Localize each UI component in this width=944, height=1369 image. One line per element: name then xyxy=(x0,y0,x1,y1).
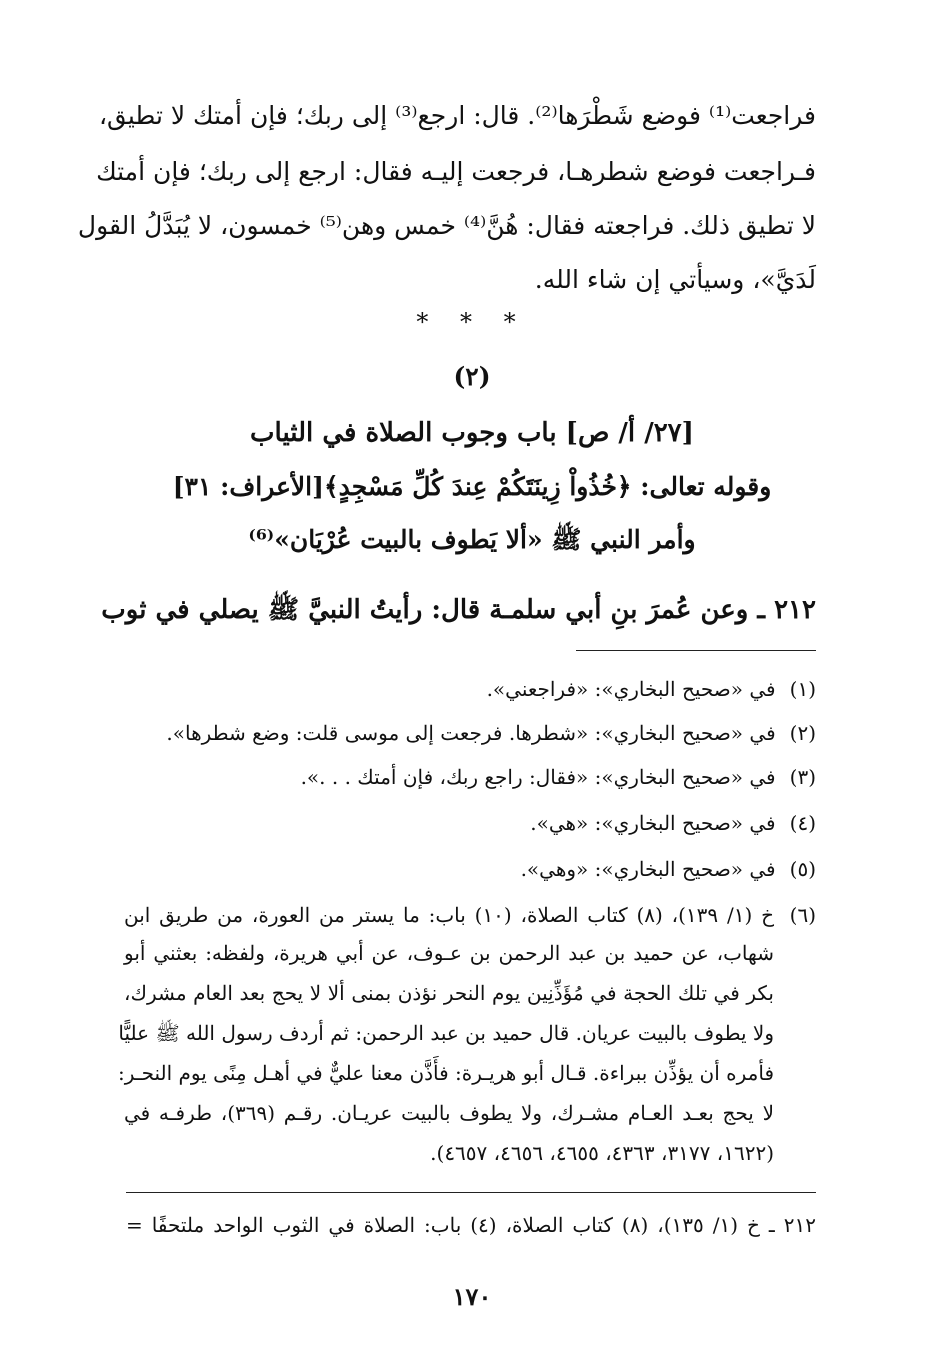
source-note-divider xyxy=(126,1192,816,1193)
footnote-number: (١) xyxy=(789,677,816,701)
footnote-text: في «صحيح البخاري»: «هي». xyxy=(530,811,776,835)
footnote-6-line-6: لا يحج بعـد العـام مشـرك، ولا يطوف بالبيت عريـان. رقـم (٣٦٩)، طرفـه في xyxy=(124,1101,774,1125)
footnote-3 xyxy=(301,762,816,792)
footnote-6-line-2: شهاب، عن حميد بن عبد الرحمن بن عـوف، عن أبي هريرة، ولفظه: بعثني أبو xyxy=(124,941,774,965)
footnote-number: (٥) xyxy=(789,857,816,881)
main-text-line-4: لَدَيَّ»، وسيأتي إن شاء الله. xyxy=(534,265,816,294)
footnote-6-line-7: (١٦٢٢، ٣١٧٧، ٤٣٦٣، ٤٦٥٥، ٤٦٥٦، ٤٦٥٧). xyxy=(430,1141,774,1165)
main-text-line-3: لا تطيق ذلك. فراجعته فقال: هُنَّ⁽⁴⁾ خمس وهن⁽⁵⁾ خمسون، لا يُبَدَّلُ القول xyxy=(77,211,816,240)
footnote-2 xyxy=(166,718,816,748)
hadith-212-start: ٢١٢ ـ وعن عُمرَ بنِ أبي سلمـة قال: رأيتُ النبيَّ ﷺ يصلي في ثوب xyxy=(101,595,816,625)
footnote-text: في «صحيح البخاري»: «فقال: راجع ربك، فإن أمتك . . .». xyxy=(300,765,776,789)
footnote-divider xyxy=(576,650,816,651)
footnote-number: (٣) xyxy=(789,765,816,789)
page-number: ١٧٠ xyxy=(452,1282,492,1311)
main-text-line-2: فـراجعت فوضع شطرهـا، فرجعت إليـه فقال: ارجع إلى ربك؛ فإن أمتك xyxy=(96,157,816,186)
footnote-number: (٤) xyxy=(789,811,816,835)
footnote-text: في «صحيح البخاري»: «وهي». xyxy=(520,857,776,881)
footnote-number: (٢) xyxy=(789,721,816,745)
footnote-6-line-5: فأمره أن يؤذِّن ببراءة. قـال أبو هريـرة: فأَذَّن معنا عليٌّ في أهـل مِنًى يوم النحـر: xyxy=(117,1061,774,1085)
main-text-line-1: فراجعت⁽¹⁾ فوضع شَطْرَها⁽²⁾. قال: ارجع⁽³⁾ إلى ربك؛ فإن أمتك لا تطيق، xyxy=(98,101,816,130)
chapter-number: (٢) xyxy=(453,362,491,391)
chapter-verse: وقوله تعالى: ﴿خُذُواْ زِينَتَكُمْ عِندَ كُلِّ مَسْجِدٍ﴾[الأعراف: ٣١] xyxy=(172,472,772,501)
footnote-1 xyxy=(487,674,816,704)
footnote-text: في «صحيح البخاري»: «شطرها. فرجعت إلى موسى قلت: وضع شطرها». xyxy=(166,721,776,745)
footnote-6-number: (٦) xyxy=(789,903,816,927)
chapter-command: وأمر النبي ﷺ «ألا يَطوف بالبيت عُرْيَان»⁽⁶⁾ xyxy=(248,525,696,554)
source-note: ٢١٢ ـ خ (١/ ١٣٥)، (٨) كتاب الصلاة، (٤) باب: الصلاة في الثوب الواحد ملتحفًا = xyxy=(126,1213,816,1237)
footnote-6-line-1: خ (١/ ١٣٩)، (٨) كتاب الصلاة، (١٠) باب: ما يستر من العورة، من طريق ابن xyxy=(124,903,774,927)
footnote-6-line-4: ولا يطوف بالبيت عريان. قال حميد بن عبد الرحمن: ثم أردف رسول الله ﷺ عليًّا xyxy=(118,1021,774,1045)
footnote-4 xyxy=(530,808,816,838)
section-separator: * * * xyxy=(416,308,528,336)
footnote-6-line-3: بكر في تلك الحجة في مُؤَذِّنِين يوم النحر نؤذن بمنى ألا لا يحج بعد العام مشرك، xyxy=(124,981,774,1005)
chapter-title: [٢٧/ أ/ ص] باب وجوب الصلاة في الثياب xyxy=(250,418,694,448)
footnote-text: في «صحيح البخاري»: «فراجعني». xyxy=(486,677,776,701)
footnote-5 xyxy=(521,854,816,884)
